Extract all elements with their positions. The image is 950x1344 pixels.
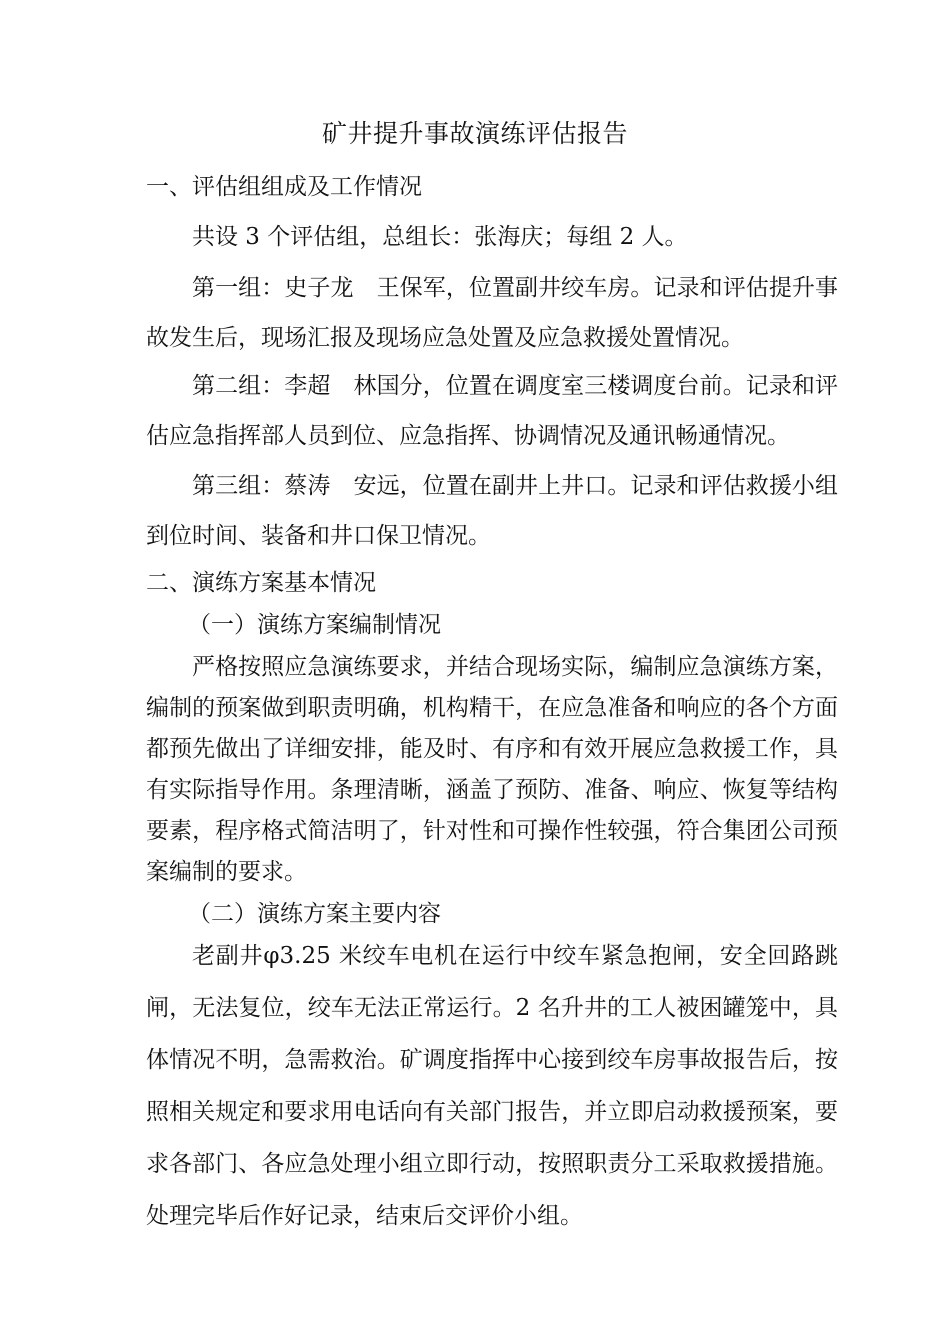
section-2-sub-1-heading: （一）演练方案编制情况 bbox=[188, 612, 441, 638]
section-1-paragraph-1: 共设 3 个评估组，总组长：张海庆；每组 2 人。 bbox=[192, 224, 688, 250]
document-title: 矿井提升事故演练评估报告 bbox=[321, 119, 628, 148]
section-2-sub-2-paragraph: 老副井φ3.25 米绞车电机在运行中绞车紧急抱闸，安全回路跳闸，无法复位，绞车无法正常运行。2 名升井的工人被困罐笼中，具体情况不明，急需救治。矿调度指挥中心接到绞车房事故报告后，按照相关规定和要求用电话向有关部门报告，并立即启动救援预案，要求各部门、各应急处理小组立即行动，按照职责分工采取救援措施。处理完毕后作好记录，结束后交评价小组。 bbox=[146, 943, 838, 1229]
section-1-paragraph-3: 第二组：李超 林国分，位置在调度室三楼调度台前。记录和评估应急指挥部人员到位、应急指挥、协调情况及通讯畅通情况。 bbox=[146, 373, 838, 449]
section-1-paragraph-4: 第三组：蔡涛 安远，位置在副井上井口。记录和评估救援小组到位时间、装备和井口保卫情况。 bbox=[146, 473, 838, 549]
section-2-heading: 二、演练方案基本情况 bbox=[146, 570, 376, 596]
section-2-sub-1-paragraph: 严格按照应急演练要求，并结合现场实际，编制应急演练方案，编制的预案做到职责明确，机构精干，在应急准备和响应的各个方面都预先做出了详细安排，能及时、有序和有效开展应急救援工作，具有实际指导作用。条理清晰，涵盖了预防、准备、响应、恢复等结构要素，程序格式简洁明了，针对性和可操作性较强，符合集团公司预案编制的要求。 bbox=[146, 654, 838, 885]
section-1-paragraph-2: 第一组：史子龙 王保军，位置副井绞车房。记录和评估提升事故发生后，现场汇报及现场应急处置及应急救援处置情况。 bbox=[146, 275, 838, 351]
section-1-heading: 一、评估组组成及工作情况 bbox=[146, 174, 422, 200]
section-2-sub-2-heading: （二）演练方案主要内容 bbox=[188, 901, 441, 927]
